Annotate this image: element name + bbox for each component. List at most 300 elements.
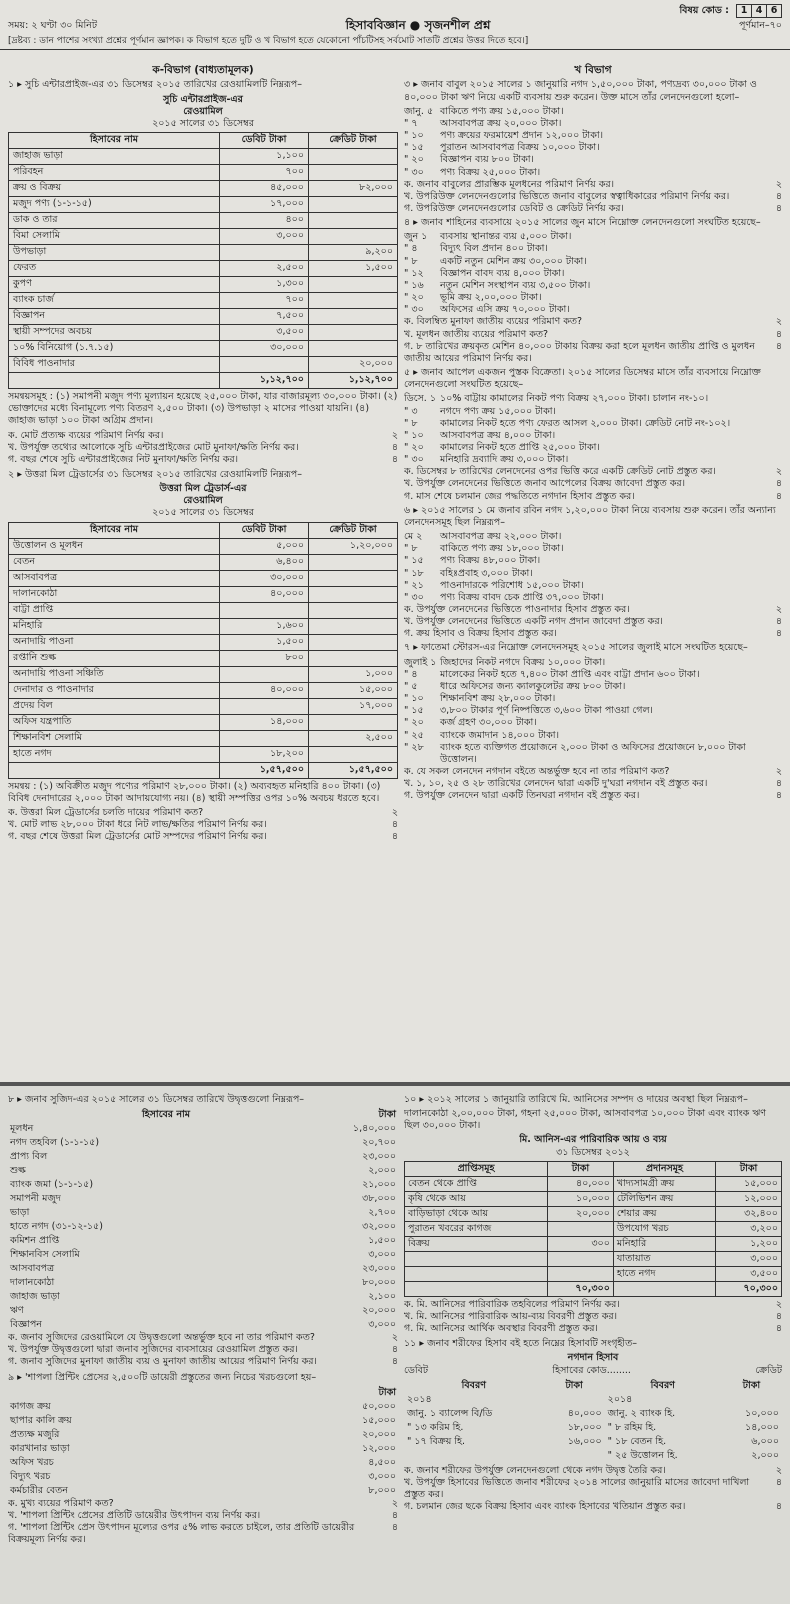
transaction-text: ১০% বাট্টায় কামালের নিকট পণ্য বিক্রয় ২৭,০০০ টাকা। চালান নং-১০। (440, 393, 709, 405)
column-header: হিসাবের নাম (9, 522, 220, 538)
table-row (9, 165, 398, 181)
table-row (9, 554, 398, 570)
column-header: হিসাবের নাম (9, 133, 220, 149)
table-cell: বিক্রয় (405, 1236, 548, 1251)
subject-code-row (0, 0, 790, 18)
table-row (9, 650, 398, 666)
sub-question (404, 628, 782, 640)
table-cell: আসবাবপত্র (9, 570, 220, 586)
transaction-text: শিক্ষানবিশ ক্রয় ২৮,০০০ টাকা। (440, 693, 556, 705)
table-cell: ৬,০০০ (751, 1435, 779, 1447)
sub-question (8, 1332, 398, 1344)
table-row (8, 1456, 398, 1470)
table-cell: জানু. ১ ব্যালেন্স বি/ডি (407, 1407, 493, 1419)
sub-question-marks: ৪ (775, 790, 782, 802)
table-cell: ১,৫০০ (368, 1235, 396, 1247)
table-cell: ৩,২০০ (716, 1221, 782, 1236)
q11-account-title: নগদান হিসাব (567, 1352, 619, 1364)
credit-label: ক্রেডিট (755, 1364, 782, 1376)
table-cell: ঋণ (10, 1305, 24, 1317)
transaction-item (404, 256, 782, 268)
sub-question-text: গ. মি. আনিসের আর্থিক অবস্থার বিবরণী প্রস্তুত কর। (404, 1323, 598, 1335)
year-label: ২০১৪ (607, 1393, 633, 1405)
table-cell: বিজ্ঞাপন (10, 1319, 42, 1331)
table-cell: ৩,৫০০ (220, 325, 309, 341)
sub-question-marks: ৪ (775, 490, 782, 502)
sub-question-marks: ৪ (391, 453, 398, 465)
transaction-text: মালেকের নিকট হতে ৭,৪০০ টাকা প্রাপ্তি এবং বাট্টা প্রদান ৬০০ টাকা। (440, 668, 700, 680)
column-header: ক্রেডিট টাকা (309, 522, 398, 538)
transaction-item (404, 454, 782, 466)
transaction-item (404, 106, 782, 118)
table-cell: ২,৭০০ (368, 1207, 396, 1219)
transaction-item (404, 580, 782, 592)
sub-question (404, 329, 782, 341)
table-cell (220, 602, 309, 618)
table-cell: প্রত্যক্ষ মজুরি (10, 1428, 60, 1440)
table-cell: অনাদায়ি পাওনা (9, 634, 220, 650)
table-cell: ১৮,২০০ (220, 746, 309, 762)
table-cell: ৩,০০০ (368, 1470, 396, 1482)
table-cell: ১,৩০০ (220, 277, 309, 293)
table-cell: ২০,০০০ (362, 1305, 396, 1317)
question-7 (404, 642, 782, 802)
transaction-date: " ২১ (404, 579, 424, 591)
question-5 (404, 367, 782, 503)
section-kha-title: খ বিভাগ (574, 64, 612, 76)
table-row (9, 730, 398, 746)
table-cell (220, 357, 309, 373)
sub-question-marks: ৪ (391, 441, 398, 453)
sub-question (404, 491, 782, 503)
table-cell: ৯,২০০ (309, 245, 398, 261)
sub-question-list (8, 807, 398, 843)
subject-code: বিষয় কোড : 1 4 6 (679, 4, 782, 18)
table-cell (405, 1266, 548, 1281)
transaction-list (404, 106, 782, 179)
table-cell: ১৬,০০০ (567, 1435, 602, 1447)
table-cell: ৩,০০০ (220, 229, 309, 245)
table-cell: ডাক ও তার (9, 213, 220, 229)
q8-balances-table (8, 1108, 398, 1332)
table-cell: ৩০,০০০ (220, 570, 309, 586)
question-10 (404, 1094, 782, 1335)
table-cell: হাতে নগদ (৩১-১২-১৫) (10, 1221, 103, 1233)
table-cell: ২০,০০০ (309, 357, 398, 373)
table-cell (309, 149, 398, 165)
sub-question-text: ক. বিলম্বিত মুনাফা জাতীয় ব্যয়ের পরিমাণ কত? (404, 316, 583, 328)
transaction-text: ব্যবসায় স্থানান্তর ব্যয় ৫,০০০ টাকা। (440, 231, 572, 243)
table-cell: ৪৫,০০০ (220, 181, 309, 197)
table-cell: ১,৬০০ (220, 618, 309, 634)
table-header-row (9, 522, 398, 538)
q9-cost-table (8, 1386, 398, 1498)
table-cell (309, 714, 398, 730)
table-cell: ৩০০ (548, 1236, 614, 1251)
q2-table-title-3: ২০১৫ সালের ৩১ ডিসেম্বর (152, 507, 254, 519)
table-cell (309, 650, 398, 666)
transaction-item (404, 292, 782, 304)
table-cell: খাদ্যসামগ্রী ক্রয় (613, 1176, 715, 1191)
table-cell: ৪০,০০০ (548, 1176, 614, 1191)
transaction-date: " ৪ (404, 243, 418, 255)
table-cell: কুপণ (9, 277, 220, 293)
transaction-text: বিদ্যুৎ বিল প্রদান ৪০০ টাকা। (440, 243, 548, 255)
transaction-date: ডিসে. ১ (404, 393, 437, 405)
section-ka-title: ক-বিভাগ (বাধ্যতামূলক) (152, 64, 254, 76)
table-cell: ৩২,০০০ (362, 1221, 396, 1233)
table-cell: " ২৫ উত্তোলন হি. (607, 1449, 678, 1461)
transaction-text: আসবাবপত্র ক্রয় ২০,০০০ টাকা। (440, 117, 562, 129)
transaction-text: পুরাতন আসবাবপত্র বিক্রয় ১০,০০০ টাকা। (440, 142, 600, 154)
sub-question-text: ক. উত্তরা মিল ট্রেডার্সের চলতি দায়ের পরিমাণ কত? (8, 806, 204, 818)
table-cell (309, 197, 398, 213)
table-cell: ৮০০ (220, 650, 309, 666)
column-header: টাকা (548, 1161, 614, 1176)
sub-question-marks: ২ (775, 1464, 782, 1476)
account-code: হিসাবের কোড........ (552, 1364, 631, 1376)
table-cell: ২০,০০০ (362, 1428, 396, 1440)
transaction-item (404, 418, 782, 430)
table-row (405, 1176, 782, 1191)
q1-table-title-3: ২০১৫ সালের ৩১ ডিসেম্বর (152, 117, 254, 129)
sub-question-text: গ. 'শাপলা প্রিন্টিং প্রেস উৎপাদন মূল্যের ওপর ৫% লাভ করতে চাইলে, তার প্রতিটি ডায়েরীর বিক্রয়মূল্য নির্ণয় কর। (8, 1522, 355, 1546)
sub-question (404, 616, 782, 628)
table-cell (309, 213, 398, 229)
sub-question-text: খ. মি. আনিসের পারিবারিক আয়-ব্যয় বিবরণী প্রস্তুত কর। (404, 1310, 618, 1322)
table-cell: হাতে নগদ (9, 746, 220, 762)
table-cell: ১৪,০০০ (745, 1421, 779, 1433)
table-cell: শিক্ষানবিস সেলামি (10, 1249, 80, 1261)
transaction-date: " ৭ (404, 117, 418, 129)
column-header: বিবরণ (461, 1379, 486, 1391)
sub-question-marks: ২ (391, 806, 398, 818)
column-header: প্রাপ্তিসমূহ (405, 1161, 548, 1176)
transaction-item (404, 231, 782, 243)
sub-question-text: খ. ১, ১০, ২৫ ও ২৮ তারিখের লেনদেন দ্বারা একটি দু'ঘরা নগদান বই প্রস্তুত কর। (404, 778, 708, 790)
column-header: বিবরণ (650, 1379, 675, 1391)
table-cell: ৪০,০০০ (567, 1407, 602, 1419)
table-cell: ব্যাংক চার্জ (9, 293, 220, 309)
column-header: ক্রেডিট টাকা (309, 133, 398, 149)
sub-question-marks: ২ (391, 429, 398, 441)
transaction-list (404, 231, 782, 316)
sub-question-text: ক. ডিসেম্বর ৮ তারিখের লেনদেনের ওপর ভিত্তি করে একটি ক্রেডিট নোট প্রস্তুত কর। (404, 466, 716, 478)
table-cell: ৮২,০০০ (309, 181, 398, 197)
table-cell: বাট্টা প্রাপ্তি (9, 602, 220, 618)
year-label: ২০১৪ (407, 1393, 432, 1405)
table-cell: ৭০০ (220, 165, 309, 181)
sub-question (404, 466, 782, 478)
transaction-item (404, 167, 782, 179)
sub-question (404, 191, 782, 203)
question-1 (8, 79, 398, 466)
table-cell: ভাড়া (10, 1207, 30, 1219)
table-row (9, 181, 398, 197)
table-cell: রপ্তানি শুল্ক (9, 650, 220, 666)
table-row (405, 1236, 782, 1251)
transaction-item (404, 243, 782, 255)
sub-question-text: ক. মোট প্রত্যক্ষ ব্যয়ের পরিমাণ নির্ণয় কর। (8, 429, 164, 441)
table-cell: ব্যাংক জমা (১-১-১৫) (10, 1179, 94, 1191)
question-11-intro: ১১ ▸ জনাব শরীফের হিসাব বই হতে নিম্নের হিসাবটি সংগৃহীত– (404, 1338, 638, 1350)
table-cell (309, 277, 398, 293)
table-row (9, 293, 398, 309)
table-cell: মনিহারি (9, 618, 220, 634)
table-row (9, 698, 398, 714)
transaction-item (404, 717, 782, 729)
total-row (9, 373, 398, 389)
table-cell: ৫০,০০০ (362, 1400, 396, 1412)
table-row (404, 1449, 782, 1463)
sub-question (8, 442, 398, 454)
transaction-text: একটি নতুন মেশিন ক্রয় ৩০,০০০ টাকা। (440, 255, 587, 267)
table-row (9, 570, 398, 586)
column-header: টাকা (565, 1379, 583, 1391)
table-row (9, 277, 398, 293)
table-cell: ২০,০০০ (548, 1206, 614, 1221)
sub-question-text: খ. উপর্যুক্ত হিসাবের ভিত্তিতে জনাব শরীফের ২০১৪ সালের জানুয়ারি মাসের জাবেদা দাখিলা প্রস্তুত কর। (404, 1476, 750, 1501)
table-header-row (9, 133, 398, 149)
table-row (9, 602, 398, 618)
transaction-item (404, 430, 782, 442)
table-cell: ৭০০ (220, 293, 309, 309)
question-7-intro: ৭ ▸ ফাতেমা স্টোরস-এর নিম্নোক্ত লেনদেনসমূহ ২০১৫ সালের জুলাই মাসে সংঘটিত হয়েছে– (404, 642, 748, 654)
sub-question-list (404, 466, 782, 502)
table-cell: ৩,০০০ (368, 1319, 396, 1331)
table-cell: ১৭,০০০ (220, 197, 309, 213)
table-cell: নগদ তহবিল (১-১-১৫) (10, 1137, 100, 1149)
sub-question-marks: ৪ (391, 1344, 398, 1356)
table-cell: " ১৭ বিক্রয় হি. (407, 1435, 466, 1447)
sub-question-marks: ৪ (775, 328, 782, 340)
transaction-date: " ১০ (404, 693, 424, 705)
transaction-text: নগদে পণ্য ক্রয় ১৫,০০০ টাকা। (440, 405, 556, 417)
transaction-list (404, 531, 782, 604)
table-header-row (405, 1161, 782, 1176)
q11-account-labels (404, 1365, 782, 1377)
table-row (9, 586, 398, 602)
table-cell: দালানকোঠা (10, 1277, 55, 1289)
total-receipts: ৭০,৩০০ (548, 1281, 614, 1296)
sub-question-marks: ৪ (775, 340, 782, 352)
transaction-date: " ৮ (404, 255, 418, 267)
transaction-text: পণ্য বিক্রয় বাবদ চেক প্রাপ্তি ৩৭,০০০ টাকা। (440, 591, 604, 603)
transaction-date: " ১৫ (404, 705, 424, 717)
table-cell: প্রদেয় বিল (9, 698, 220, 714)
table-cell: বিবিধ পাওনাদার (9, 357, 220, 373)
sub-question (8, 831, 398, 843)
sub-question-marks: ৪ (775, 190, 782, 202)
sub-question (404, 1323, 782, 1335)
transaction-date: মে ২ (404, 531, 423, 543)
table-cell: ক্রয় ও বিক্রয় (9, 181, 220, 197)
table-cell: ১,৫০০ (220, 634, 309, 650)
transaction-text: কর্জ গ্রহণ ৩০,০০০ টাকা। (440, 717, 537, 729)
sub-question (404, 1311, 782, 1323)
q10-income-expense-table (404, 1161, 782, 1297)
sub-question (404, 1501, 782, 1513)
table-cell: ২১,০০০ (362, 1179, 396, 1191)
table-row (9, 309, 398, 325)
table-row (8, 1276, 398, 1290)
sub-question-text: খ. উপর্যুক্ত লেনদেনের ভিত্তিতে জনাব আপেলের বিক্রয় জাবেদা প্রস্তুত কর। (404, 478, 686, 490)
full-marks: পূর্ণমান–৭০ (738, 19, 782, 31)
table-cell: ৮,০০০ (368, 1484, 396, 1496)
sub-question-marks: ৪ (775, 628, 782, 640)
transaction-date: " ৩ (404, 405, 418, 417)
table-cell: সমাপনী মজুদ (10, 1193, 61, 1205)
table-cell: ৮০,০০০ (362, 1277, 396, 1289)
q10-assets: দালানকোঠা ২,০০,০০০ টাকা, গহনা ২৫,০০০ টাকা, আসবাবপত্র ১০,০০০ টাকা এবং ব্যাংক ঋণ ছিল ৩০,০০০ টাকা। (404, 1108, 766, 1132)
sub-question (8, 1344, 398, 1356)
table-row (405, 1266, 782, 1281)
table-row (8, 1484, 398, 1498)
sub-question-text: ক. জনাব শরীফের উপর্যুক্ত লেনদেনগুলো থেকে নগদ উদ্বৃত্ত তৈরি কর। (404, 1464, 666, 1476)
transaction-date: " ১৫ (404, 142, 424, 154)
question-5-intro: ৫ ▸ জনাব আপেল একজন পুস্তক বিক্রেতা। ২০১৫ সালের ডিসেম্বর মাসে তাঁর ব্যবসায়ে নিম্নোক্ত লেনদেনগুলো সংঘটিত হয়েছে– (404, 367, 761, 391)
question-3-intro: ৩ ▸ জনাব বাবুল ২০১৫ সালের ১ জানুয়ারি নগদ ১,৫০,০০০ টাকা, পণ্যদ্রব্য ৩০,০০০ টাকা ও ৪০,০০০ টাকা ঋণ নিয়ে একটি ব্যবসায় শুরু করেন। উক্ত মাসে তাঁর লেনদেনগুলো হলো– (404, 79, 757, 103)
sub-question-list (8, 430, 398, 466)
sub-question-list (8, 1498, 398, 1547)
question-6-intro: ৬ ▸ ২০১৫ সালের ১ মে জনাব রবিন নগদ ১,২০,০০০ টাকা নিয়ে ব্যবসায় শুরু করেন। তাঁর অন্যান্য লেনদেনসমূহ ছিল নিম্নরূপ– (404, 504, 776, 528)
question-8 (8, 1094, 398, 1369)
question-4 (404, 217, 782, 365)
transaction-item (404, 268, 782, 280)
table-row (8, 1318, 398, 1332)
table-cell: ৪০,০০০ (220, 586, 309, 602)
table-cell: ১,৪০,০০০ (352, 1123, 396, 1135)
transaction-text: কামালের নিকট হতে পণ্য ফেরত আসল ২,০০০ টাকা। ক্রেডিট নোট নং-১০২। (440, 417, 731, 429)
transaction-text: ব্যাংক হতে ব্যক্তিগত প্রয়োজনে ২,০০০ টাকা ও অফিসের প্রয়োজনে ৮,০০০ টাকা উত্তোলন। (440, 741, 746, 765)
sub-question-marks: ২ (775, 1298, 782, 1310)
transaction-date: " ৮ (404, 543, 418, 555)
table-cell: " ৮ রহিম হি. (607, 1421, 657, 1433)
table-row (404, 1407, 782, 1421)
sub-question-marks: ৪ (775, 203, 782, 214)
table-cell: ৩৮,০০০ (362, 1193, 396, 1205)
table-row (9, 682, 398, 698)
sub-question-marks: ৪ (391, 1509, 398, 1521)
left-column (8, 62, 398, 1080)
sub-question (404, 790, 782, 802)
table-cell: আসবাবপত্র (10, 1263, 55, 1275)
sub-question-marks: ২ (775, 178, 782, 190)
table-row (8, 1136, 398, 1150)
sub-question-text: খ. মূলধন জাতীয় ব্যয়ের পরিমাণ কত? (404, 328, 549, 340)
sub-question-marks: ২ (775, 604, 782, 615)
total-credit: ১,৫৭,৫০০ (309, 762, 398, 778)
table-row (404, 1435, 782, 1449)
table-cell: পরিবহন (9, 165, 220, 181)
table-cell: ১৮,০০০ (567, 1421, 602, 1433)
sub-question (8, 1498, 398, 1510)
table-row (9, 213, 398, 229)
sub-question-marks: ৪ (775, 1501, 782, 1513)
transaction-date: " ১৬ (404, 279, 424, 291)
table-row (8, 1470, 398, 1484)
sub-question-text: গ. বছর শেষে উত্তরা মিল ট্রেডার্সের মোট সম্পদের পরিমাণ নির্ণয় কর। (8, 831, 267, 843)
table-cell: ৩০,০০০ (220, 341, 309, 357)
table-cell: দেনাদার ও পাওনাদার (9, 682, 220, 698)
table-cell (404, 1449, 544, 1463)
bottom-right-column (404, 1092, 782, 1598)
column-header: প্রদানসমূহ (613, 1161, 715, 1176)
table-cell: জানু. ২ ব্যাংক হি. (607, 1407, 676, 1419)
transaction-item (404, 280, 782, 292)
sub-question-text: ক. যে সকল লেনদেন নগদান বইতে অন্তর্ভুক্ত হবে না তার পরিমাণ কত? (404, 766, 670, 778)
table-cell: ১০,০০০ (548, 1191, 614, 1206)
transaction-item (404, 142, 782, 154)
q2-adjustments: সমন্বয় : (১) অবিক্রীত মজুদ পণ্যের পরিমাণ ২৮,০০০ টাকা। (২) অব্যবহৃত মনিহারি ৪০০ টাকা। (৩) বিবিধ দেনাদারের ২,০০০ টাকা আদায়যোগ্য নয়। (৪) স্থায়ী সম্পত্তির ওপর ১০% অবচয় ধরতে হবে। (8, 780, 381, 804)
debit-label: ডেবিট (404, 1364, 429, 1376)
sub-question-text: খ. 'শাপলা প্রিন্টিং প্রেসের প্রতিটি ডায়েরীর উৎপাদন ব্যয় নির্ণয় কর। (8, 1509, 261, 1521)
column-header: টাকা (742, 1379, 761, 1391)
transaction-date: " ৮ (404, 417, 418, 429)
transaction-text: ব্যাংকে জমাদান ১৪,০০০ টাকা। (440, 729, 559, 741)
transaction-text: পণ্য ক্রয়ের ফরমায়েশ প্রদান ১২,০০০ টাকা। (440, 130, 603, 142)
table-cell (220, 730, 309, 746)
table-row (9, 149, 398, 165)
table-cell: ২,১০০ (368, 1291, 396, 1303)
transaction-text: ধারে অফিসের জন্য ক্যালকুলেটর ক্রয় ৮০০ টাকা। (440, 680, 626, 692)
transaction-date: " ২০ (404, 441, 424, 453)
table-cell: ১৫,০০০ (309, 682, 398, 698)
table-cell (309, 634, 398, 650)
question-2-intro: ২ ▸ উত্তরা মিল ট্রেডার্সের ৩১ ডিসেম্বর ২০১৫ তারিখের রেওয়ামিলটি নিম্নরূপ– (8, 469, 302, 480)
transaction-date: " ২০ (404, 154, 424, 166)
sub-question (404, 478, 782, 490)
sub-question-text: ক. জনাব বাবুলের প্রারম্ভিক মূলধনের পরিমাণ নির্ণয় কর। (404, 178, 614, 190)
sub-question (404, 179, 782, 191)
table-cell: বিজ্ঞাপন (9, 309, 220, 325)
sub-question-text: গ. ক্রয় হিসাব ও বিক্রয় হিসাব প্রস্তুত কর। (404, 628, 557, 640)
transaction-text: নতুন মেশিন সংস্থাপন ব্যয় ৩,৫০০ টাকা। (440, 279, 591, 291)
sub-question-text: ক. উপর্যুক্ত লেনদেনের ভিত্তিতে পাওনাদার হিসাব প্রস্তুত কর। (404, 604, 630, 615)
table-cell (309, 229, 398, 245)
exam-time: সময়: ২ ঘণ্টা ৩০ মিনিট (8, 19, 98, 31)
transaction-date: জুলাই ১ (404, 656, 437, 668)
q1-adjustments: সমন্বয়সমূহ : (১) সমাপনী মজুদ পণ্য মূল্যায়ন হয়েছে ২৫,০০০ টাকা, যার বাজারমূল্য ৩০,০০০ টাকা। (২) ভোক্তাদের মধ্যে বিনামূল্যে পণ্য বিতরণ ২,৫০০ টাকা। (৩) উপভাড়া ২ মাসের পাওয়া যায়নি। (৪) জাহাজ ভাড়া ১০০ টাকা অগ্রিম প্রদান। (8, 391, 398, 427)
transaction-text: বিজ্ঞাপন বাবদ ব্যয় ৪,০০০ টাকা। (440, 267, 565, 279)
table-cell: শিক্ষানবিশ সেলামি (9, 730, 220, 746)
table-cell (220, 245, 309, 261)
transaction-item (404, 681, 782, 693)
table-cell (309, 309, 398, 325)
question-3 (404, 79, 782, 215)
sub-question-text: ক. জনাব সুজিদের রেওয়ামিলে যে উদ্বৃত্তগুলো অন্তর্ভুক্ত হবে না তার পরিমাণ কত? (8, 1332, 315, 1344)
sub-question-marks: ২ (775, 316, 782, 328)
sub-question-list (404, 316, 782, 365)
table-cell: ১৭,০০০ (309, 698, 398, 714)
question-8-intro: ৮ ▸ জনাব সুজিদ-এর ২০১৫ সালের ৩১ ডিসেম্বর তারিখে উদ্বৃত্তগুলো নিম্নরূপ– (8, 1094, 305, 1105)
total-credit: ১,১২,৭০০ (309, 373, 398, 389)
transaction-text: অফিসের এসি ক্রয় ৭০,০০০ টাকা। (440, 304, 570, 316)
transaction-date: জানু. ৫ (404, 105, 434, 117)
table-cell: ৪,৫০০ (368, 1456, 396, 1468)
transaction-date: " ৩০ (404, 454, 424, 466)
sub-question-marks: ৪ (391, 1356, 398, 1368)
transaction-date: " ১০ (404, 130, 424, 142)
column-header: হিসাবের নাম (141, 1109, 191, 1121)
table-row (8, 1428, 398, 1442)
transaction-item (404, 531, 782, 543)
sub-question-marks: ৪ (391, 831, 398, 843)
table-cell: প্রাপ্য বিল (10, 1151, 48, 1163)
table-cell (309, 602, 398, 618)
paper-title: হিসাববিজ্ঞান ● সৃজনশীল প্রশ্ন (345, 18, 491, 33)
table-cell: টেলিভিশন ক্রয় (613, 1191, 715, 1206)
